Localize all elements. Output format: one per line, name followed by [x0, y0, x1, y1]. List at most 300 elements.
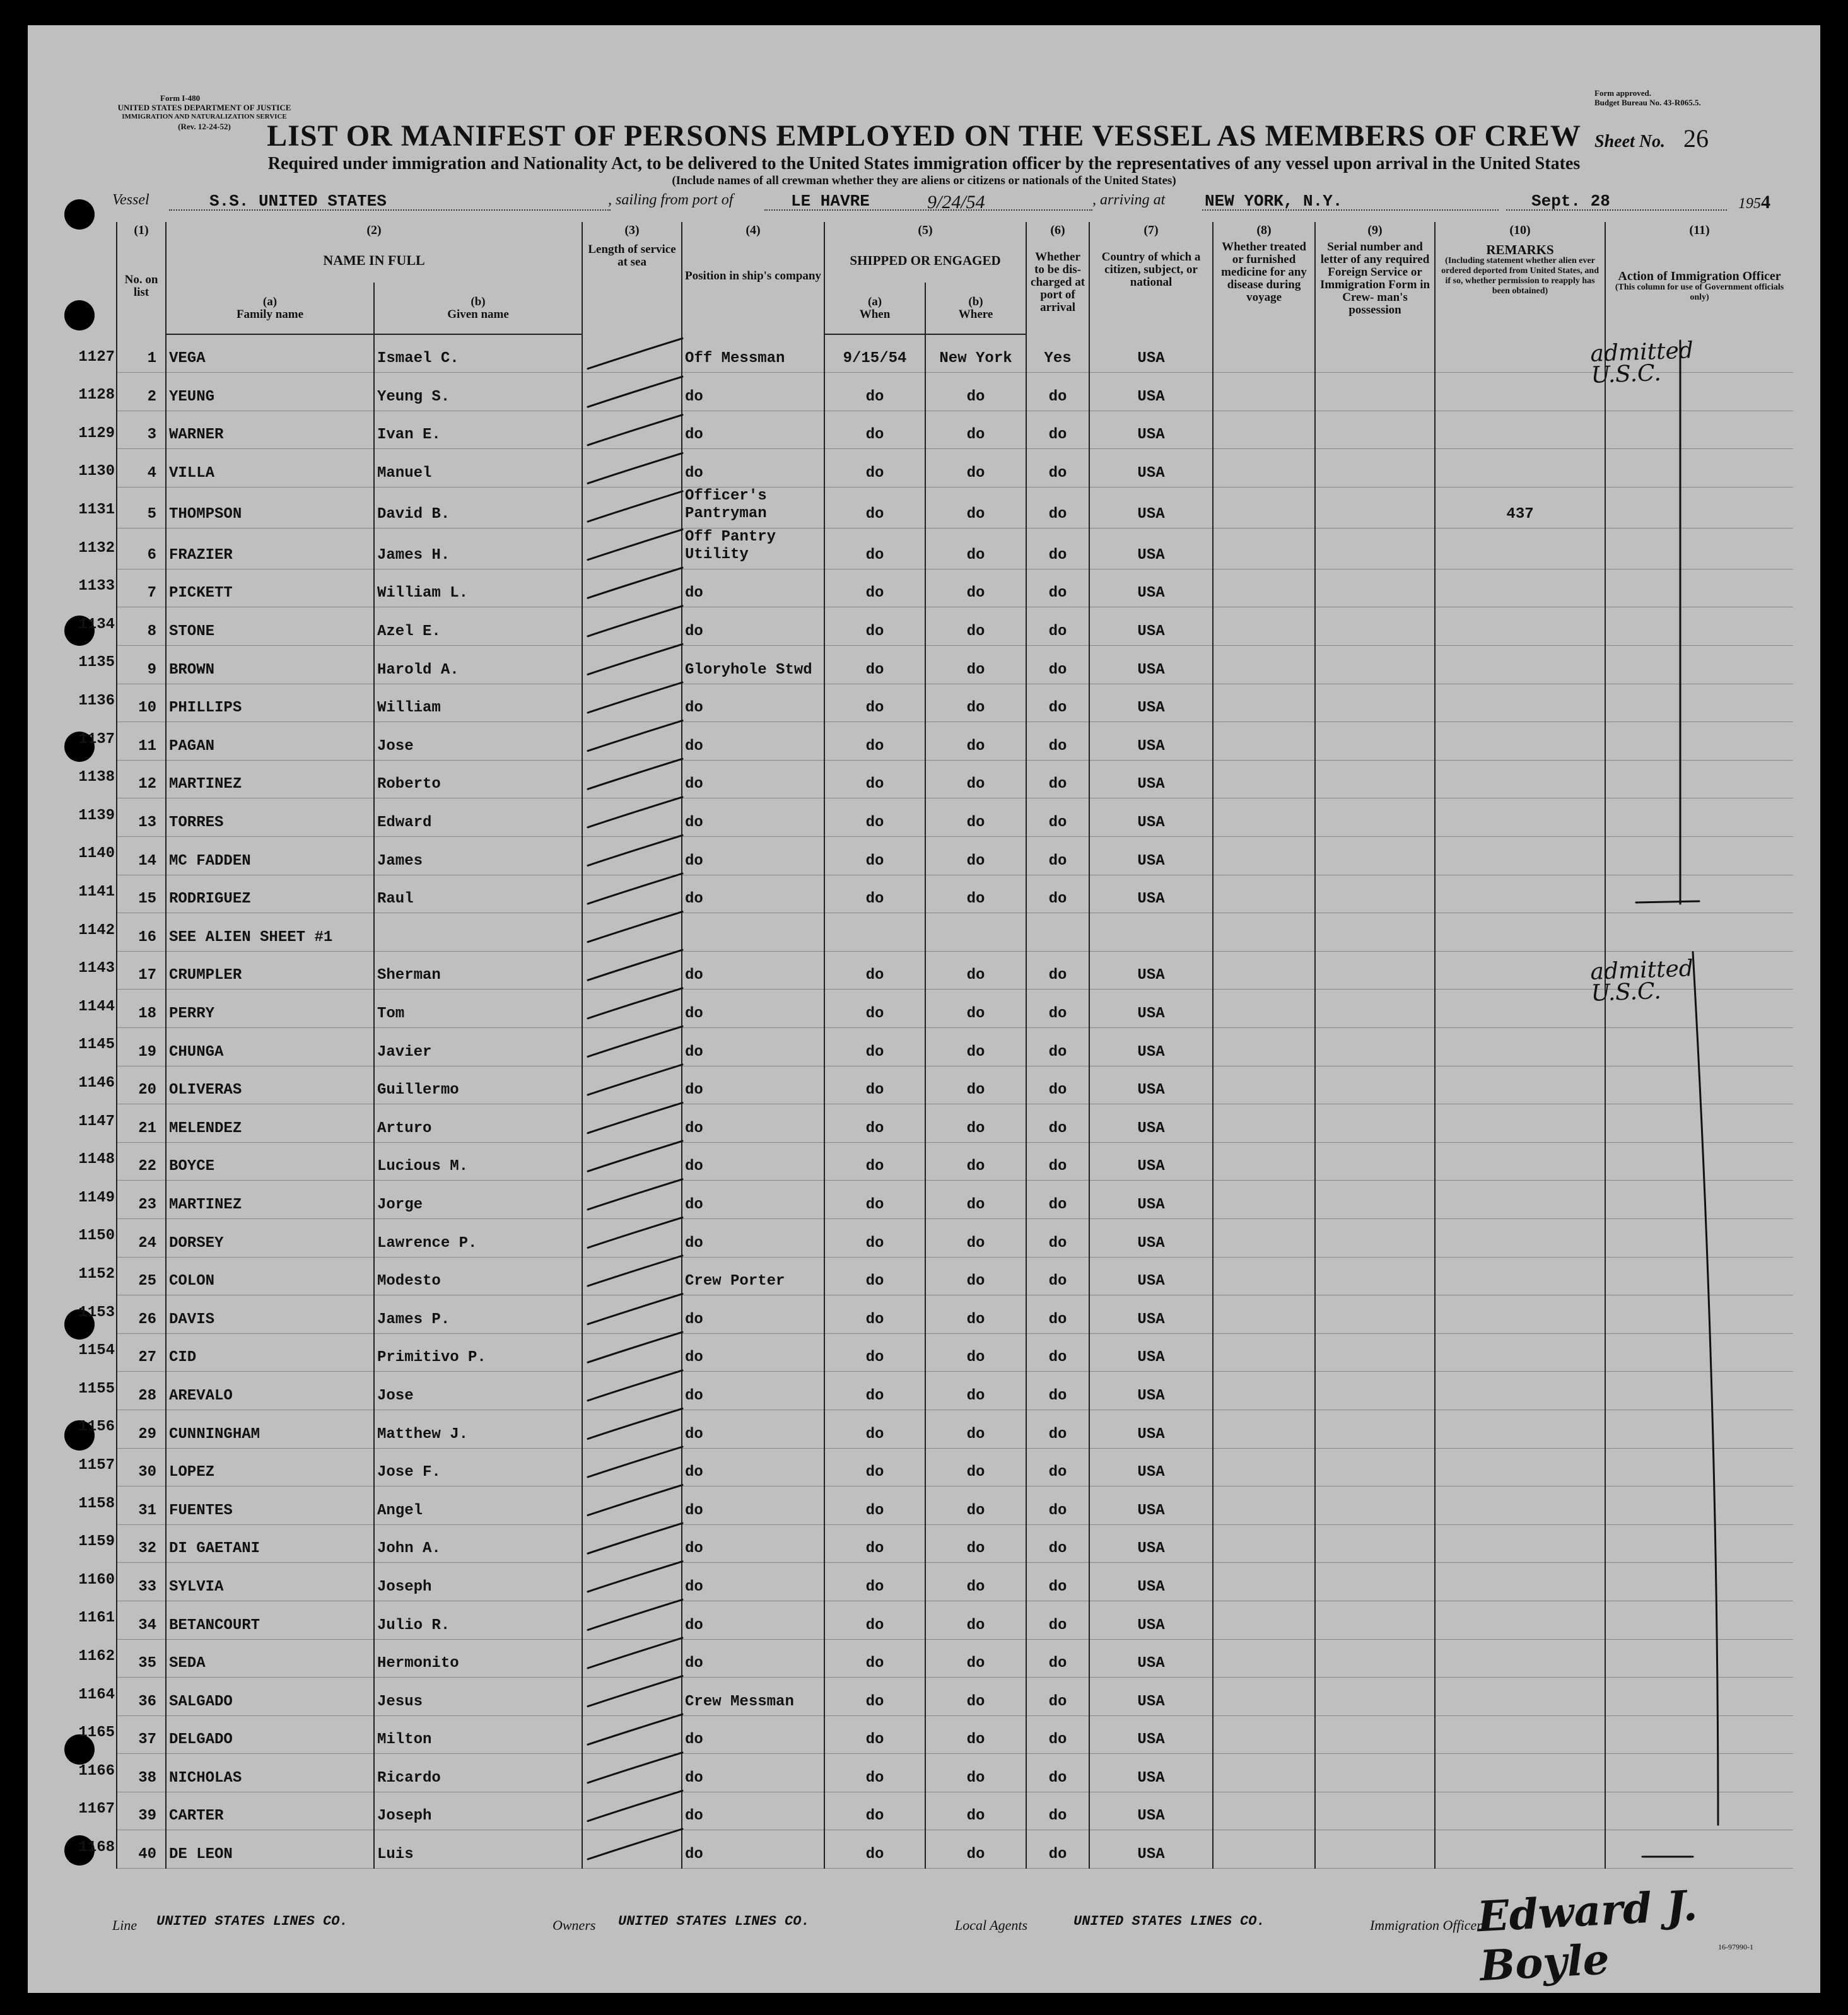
sequence-number: 1145 — [78, 1036, 115, 1054]
serial — [1315, 1448, 1435, 1486]
family-name: TORRES — [166, 798, 374, 837]
shipped-when: do — [824, 1257, 925, 1295]
position: do — [682, 1104, 824, 1143]
serial — [1315, 837, 1435, 875]
shipped-when: do — [824, 1448, 925, 1486]
treated — [1213, 1028, 1315, 1066]
treated — [1213, 1601, 1315, 1639]
row-number: 33 — [117, 1563, 166, 1601]
header-serial: Serial number and letter of any required Foreign Service or Immigration Form in Crew- man's possession — [1315, 238, 1435, 334]
remarks — [1435, 1410, 1605, 1448]
serial — [1315, 1639, 1435, 1678]
position: Off Messman — [682, 334, 824, 373]
vessel-name: S.S. UNITED STATES — [209, 192, 387, 211]
remarks — [1435, 1448, 1605, 1486]
serial — [1315, 1257, 1435, 1295]
sequence-number: 1164 — [78, 1686, 115, 1703]
shipped-when: do — [824, 684, 925, 722]
given-name: Modesto — [374, 1257, 582, 1295]
country: USA — [1089, 1142, 1213, 1181]
treated — [1213, 1142, 1315, 1181]
position: do — [682, 449, 824, 488]
treated — [1213, 798, 1315, 837]
serial — [1315, 1295, 1435, 1334]
length-of-service — [582, 1028, 682, 1066]
treated — [1213, 528, 1315, 569]
shipped-where: do — [925, 722, 1026, 761]
shipped-where: do — [925, 607, 1026, 646]
shipped-where: New York — [925, 334, 1026, 373]
treated — [1213, 990, 1315, 1028]
serial — [1315, 1563, 1435, 1601]
shipped-where: do — [925, 1563, 1026, 1601]
serial — [1315, 722, 1435, 761]
sheet-label: Sheet No. — [1594, 132, 1665, 151]
row-number: 12 — [117, 760, 166, 798]
arriving-label: , arriving at — [1092, 192, 1166, 208]
discharged: do — [1026, 722, 1089, 761]
treated — [1213, 1448, 1315, 1486]
length-of-service — [582, 1333, 682, 1372]
discharged: do — [1026, 1448, 1089, 1486]
length-of-service — [582, 569, 682, 607]
length-of-service — [582, 1410, 682, 1448]
remarks — [1435, 411, 1605, 449]
sequence-number: 1130 — [78, 463, 115, 481]
shipped-where: do — [925, 1524, 1026, 1563]
shipped-where: do — [925, 837, 1026, 875]
given-name: Jorge — [374, 1181, 582, 1219]
crew-row — [117, 1257, 1793, 1295]
form-title: LIST OR MANIFEST OF PERSONS EMPLOYED ON THE VESSEL AS MEMBERS OF CREW — [267, 119, 1581, 153]
position: do — [682, 951, 824, 990]
shipped-where: do — [925, 1754, 1026, 1792]
shipped-when: do — [824, 1830, 925, 1869]
shipped-when: do — [824, 646, 925, 684]
row-number: 35 — [117, 1639, 166, 1678]
discharged: do — [1026, 1486, 1089, 1525]
discharged: Yes — [1026, 334, 1089, 373]
serial — [1315, 990, 1435, 1028]
sequence-number: 1146 — [78, 1075, 115, 1092]
family-name: DAVIS — [166, 1295, 374, 1334]
shipped-when: do — [824, 875, 925, 913]
family-name: SALGADO — [166, 1678, 374, 1716]
shipped-when: do — [824, 373, 925, 411]
sequence-number: 1167 — [78, 1801, 115, 1818]
country: USA — [1089, 487, 1213, 528]
crew-row — [117, 875, 1793, 913]
position: do — [682, 990, 824, 1028]
sequence-number: 1154 — [78, 1342, 115, 1360]
discharged: do — [1026, 875, 1089, 913]
length-of-service — [582, 760, 682, 798]
shipped-where: do — [925, 1830, 1026, 1869]
shipped-when: do — [824, 1218, 925, 1257]
footer-owners-label: Owners — [553, 1917, 596, 1933]
shipped-where: do — [925, 373, 1026, 411]
given-name: Jose F. — [374, 1448, 582, 1486]
remarks — [1435, 1486, 1605, 1525]
crew-row — [117, 837, 1793, 875]
crew-row — [117, 1372, 1793, 1410]
given-name: Jose — [374, 722, 582, 761]
punch-hole — [64, 300, 95, 330]
shipped-when: do — [824, 1486, 925, 1525]
length-of-service — [582, 1142, 682, 1181]
header-country: Country of which a citizen, subject, or national — [1089, 238, 1213, 334]
row-number: 25 — [117, 1257, 166, 1295]
given-name: Ricardo — [374, 1754, 582, 1792]
remarks — [1435, 1639, 1605, 1678]
discharged: do — [1026, 1295, 1089, 1334]
sequence-number: 1150 — [78, 1227, 115, 1245]
serial — [1315, 1104, 1435, 1143]
remarks — [1435, 1678, 1605, 1716]
sequence-number: 1168 — [78, 1839, 115, 1856]
discharged: do — [1026, 646, 1089, 684]
country: USA — [1089, 449, 1213, 488]
length-of-service — [582, 1372, 682, 1410]
sequence-number: 1161 — [78, 1609, 115, 1627]
length-of-service — [582, 1830, 682, 1869]
country: USA — [1089, 1563, 1213, 1601]
action — [1605, 1792, 1793, 1830]
action — [1605, 1754, 1793, 1792]
shipped-where: do — [925, 1181, 1026, 1219]
row-number: 15 — [117, 875, 166, 913]
given-name: William L. — [374, 569, 582, 607]
shipped-when: do — [824, 1563, 925, 1601]
action — [1605, 1486, 1793, 1525]
row-number: 34 — [117, 1601, 166, 1639]
country: USA — [1089, 1066, 1213, 1104]
discharged: do — [1026, 528, 1089, 569]
position: do — [682, 1601, 824, 1639]
row-number: 5 — [117, 487, 166, 528]
sequence-number: 1157 — [78, 1457, 115, 1474]
treated — [1213, 1410, 1315, 1448]
footer-officer-label: Immigration Officer — [1370, 1917, 1482, 1933]
shipped-when: 9/15/54 — [824, 334, 925, 373]
discharged: do — [1026, 1639, 1089, 1678]
shipped-where: do — [925, 1028, 1026, 1066]
given-name: Lawrence P. — [374, 1218, 582, 1257]
discharged: do — [1026, 1715, 1089, 1754]
header-treated: Whether treated or furnished medicine for any disease during voyage — [1213, 238, 1315, 334]
country: USA — [1089, 684, 1213, 722]
row-number: 38 — [117, 1754, 166, 1792]
length-of-service — [582, 487, 682, 528]
remarks — [1435, 1028, 1605, 1066]
family-name: RODRIGUEZ — [166, 875, 374, 913]
row-number: 21 — [117, 1104, 166, 1143]
sequence-number: 1132 — [78, 539, 115, 557]
row-number: 28 — [117, 1372, 166, 1410]
country: USA — [1089, 1295, 1213, 1334]
country: USA — [1089, 1333, 1213, 1372]
position: do — [682, 1028, 824, 1066]
position — [682, 913, 824, 952]
shipped-where: do — [925, 1257, 1026, 1295]
row-number: 4 — [117, 449, 166, 488]
service: IMMIGRATION AND NATURALIZATION SERVICE — [122, 113, 287, 120]
shipped-where: do — [925, 1639, 1026, 1678]
header-remarks: REMARKS (Including statement whether alien ever ordered deported from United States, and if so, whether permission to reapply has been obtained) — [1435, 238, 1605, 334]
family-name: CRUMPLER — [166, 951, 374, 990]
shipped-where: do — [925, 449, 1026, 488]
action — [1605, 1104, 1793, 1143]
action — [1605, 722, 1793, 761]
shipped-when: do — [824, 1295, 925, 1334]
country: USA — [1089, 1830, 1213, 1869]
position: do — [682, 1754, 824, 1792]
treated — [1213, 1295, 1315, 1334]
treated — [1213, 1563, 1315, 1601]
row-number: 17 — [117, 951, 166, 990]
row-number: 14 — [117, 837, 166, 875]
crew-row — [117, 1181, 1793, 1219]
row-number: 22 — [117, 1142, 166, 1181]
family-name: MARTINEZ — [166, 760, 374, 798]
given-name: Julio R. — [374, 1601, 582, 1639]
shipped-when: do — [824, 722, 925, 761]
country: USA — [1089, 1181, 1213, 1219]
discharged: do — [1026, 1792, 1089, 1830]
shipped-when: do — [824, 1181, 925, 1219]
action — [1605, 569, 1793, 607]
action — [1605, 798, 1793, 837]
country: USA — [1089, 875, 1213, 913]
sequence-number: 1140 — [78, 845, 115, 863]
action — [1605, 1257, 1793, 1295]
treated — [1213, 1104, 1315, 1143]
country: USA — [1089, 1257, 1213, 1295]
remarks — [1435, 1601, 1605, 1639]
given-name: Ismael C. — [374, 334, 582, 373]
serial — [1315, 1678, 1435, 1716]
shipped-when: do — [824, 487, 925, 528]
discharged: do — [1026, 1410, 1089, 1448]
action — [1605, 1601, 1793, 1639]
country: USA — [1089, 1372, 1213, 1410]
action — [1605, 1524, 1793, 1563]
serial — [1315, 646, 1435, 684]
remarks — [1435, 373, 1605, 411]
shipped-where: do — [925, 1066, 1026, 1104]
footer-line: UNITED STATES LINES CO. — [156, 1913, 348, 1929]
position: do — [682, 411, 824, 449]
length-of-service — [582, 951, 682, 990]
position: do — [682, 1333, 824, 1372]
crew-row — [117, 1754, 1793, 1792]
crew-row — [117, 1028, 1793, 1066]
country: USA — [1089, 528, 1213, 569]
length-of-service — [582, 684, 682, 722]
country: USA — [1089, 373, 1213, 411]
crew-row — [117, 646, 1793, 684]
family-name: MC FADDEN — [166, 837, 374, 875]
action — [1605, 411, 1793, 449]
shipped-when: do — [824, 1678, 925, 1716]
crew-row — [117, 1639, 1793, 1678]
sequence-number: 1139 — [78, 807, 115, 824]
row-number: 13 — [117, 798, 166, 837]
position: do — [682, 569, 824, 607]
family-name: PHILLIPS — [166, 684, 374, 722]
country: USA — [1089, 1715, 1213, 1754]
action — [1605, 875, 1793, 913]
shipped-when: do — [824, 1792, 925, 1830]
shipped-when: do — [824, 1754, 925, 1792]
given-name: Luis — [374, 1830, 582, 1869]
shipped-where: do — [925, 569, 1026, 607]
family-name: DELGADO — [166, 1715, 374, 1754]
sequence-number: 1127 — [78, 348, 115, 366]
length-of-service — [582, 837, 682, 875]
row-number: 20 — [117, 1066, 166, 1104]
row-number: 26 — [117, 1295, 166, 1334]
shipped-where: do — [925, 1218, 1026, 1257]
length-of-service — [582, 1218, 682, 1257]
row-number: 6 — [117, 528, 166, 569]
row-number: 10 — [117, 684, 166, 722]
header-row-1 — [117, 238, 1793, 283]
crew-row — [117, 1142, 1793, 1181]
position: do — [682, 1792, 824, 1830]
sequence-number: 1138 — [78, 769, 115, 786]
discharged: do — [1026, 1028, 1089, 1066]
serial — [1315, 798, 1435, 837]
header-length-service: Length of service at sea — [582, 238, 682, 334]
sequence-number: 1152 — [78, 1266, 115, 1283]
sail-date: 9/24/54 — [927, 192, 985, 213]
treated — [1213, 1524, 1315, 1563]
position: Gloryhole Stwd — [682, 646, 824, 684]
country: USA — [1089, 411, 1213, 449]
discharged: do — [1026, 1257, 1089, 1295]
footer-agents-label: Local Agents — [955, 1917, 1028, 1933]
given-name: David B. — [374, 487, 582, 528]
country: USA — [1089, 1448, 1213, 1486]
family-name: PAGAN — [166, 722, 374, 761]
length-of-service — [582, 1601, 682, 1639]
sequence-number: 1153 — [78, 1304, 115, 1321]
discharged: do — [1026, 1372, 1089, 1410]
country: USA — [1089, 1792, 1213, 1830]
treated — [1213, 1715, 1315, 1754]
sailing-label: , sailing from port of — [608, 192, 734, 208]
sequence-number: 1142 — [78, 921, 115, 939]
given-name: Azel E. — [374, 607, 582, 646]
country: USA — [1089, 1410, 1213, 1448]
length-of-service — [582, 1295, 682, 1334]
discharged: do — [1026, 990, 1089, 1028]
footer-agents: UNITED STATES LINES CO. — [1073, 1913, 1265, 1929]
serial — [1315, 487, 1435, 528]
country: USA — [1089, 951, 1213, 990]
treated — [1213, 684, 1315, 722]
action — [1605, 1678, 1793, 1716]
family-name: NICHOLAS — [166, 1754, 374, 1792]
treated — [1213, 607, 1315, 646]
crew-row — [117, 1792, 1793, 1830]
country: USA — [1089, 837, 1213, 875]
discharged: do — [1026, 411, 1089, 449]
sequence-number: 1147 — [78, 1113, 115, 1130]
header-when: (a) When — [824, 283, 925, 334]
given-name: Lucious M. — [374, 1142, 582, 1181]
arrival-year: 1954 — [1738, 192, 1770, 213]
row-number: 27 — [117, 1333, 166, 1372]
shipped-when: do — [824, 1372, 925, 1410]
length-of-service — [582, 1754, 682, 1792]
crew-row — [117, 951, 1793, 990]
family-name: PERRY — [166, 990, 374, 1028]
serial — [1315, 1715, 1435, 1754]
serial — [1315, 1524, 1435, 1563]
serial — [1315, 1486, 1435, 1525]
row-number: 23 — [117, 1181, 166, 1219]
serial — [1315, 1830, 1435, 1869]
remarks — [1435, 1563, 1605, 1601]
treated — [1213, 722, 1315, 761]
sequence-number: 1149 — [78, 1189, 115, 1206]
row-number: 31 — [117, 1486, 166, 1525]
action — [1605, 760, 1793, 798]
position: do — [682, 1142, 824, 1181]
form-code: 16-97990-1 — [1718, 1942, 1753, 1951]
crew-row — [117, 607, 1793, 646]
shipped-where: do — [925, 646, 1026, 684]
length-of-service — [582, 646, 682, 684]
treated — [1213, 1066, 1315, 1104]
length-of-service — [582, 334, 682, 373]
country: USA — [1089, 1486, 1213, 1525]
family-name: BOYCE — [166, 1142, 374, 1181]
remarks — [1435, 334, 1605, 373]
crew-row — [117, 1563, 1793, 1601]
crew-row — [117, 1295, 1793, 1334]
manifest-sheet — [28, 25, 1820, 1993]
crew-row — [117, 1524, 1793, 1563]
discharged: do — [1026, 1754, 1089, 1792]
discharged: do — [1026, 837, 1089, 875]
treated — [1213, 411, 1315, 449]
punch-hole — [64, 199, 95, 230]
sequence-number: 1160 — [78, 1571, 115, 1589]
sequence-number: 1141 — [78, 884, 115, 901]
treated — [1213, 1218, 1315, 1257]
action — [1605, 1410, 1793, 1448]
treated — [1213, 1257, 1315, 1295]
country: USA — [1089, 1754, 1213, 1792]
remarks — [1435, 1066, 1605, 1104]
sheet-number: 26 — [1683, 124, 1709, 153]
serial — [1315, 373, 1435, 411]
action — [1605, 1218, 1793, 1257]
given-name: Manuel — [374, 449, 582, 488]
given-name: Harold A. — [374, 646, 582, 684]
position: do — [682, 1639, 824, 1678]
crew-row — [117, 1410, 1793, 1448]
shipped-when: do — [824, 1410, 925, 1448]
position: do — [682, 1563, 824, 1601]
serial — [1315, 1028, 1435, 1066]
header-family-name: (a) Family name — [166, 283, 374, 334]
family-name: SYLVIA — [166, 1563, 374, 1601]
treated — [1213, 1792, 1315, 1830]
